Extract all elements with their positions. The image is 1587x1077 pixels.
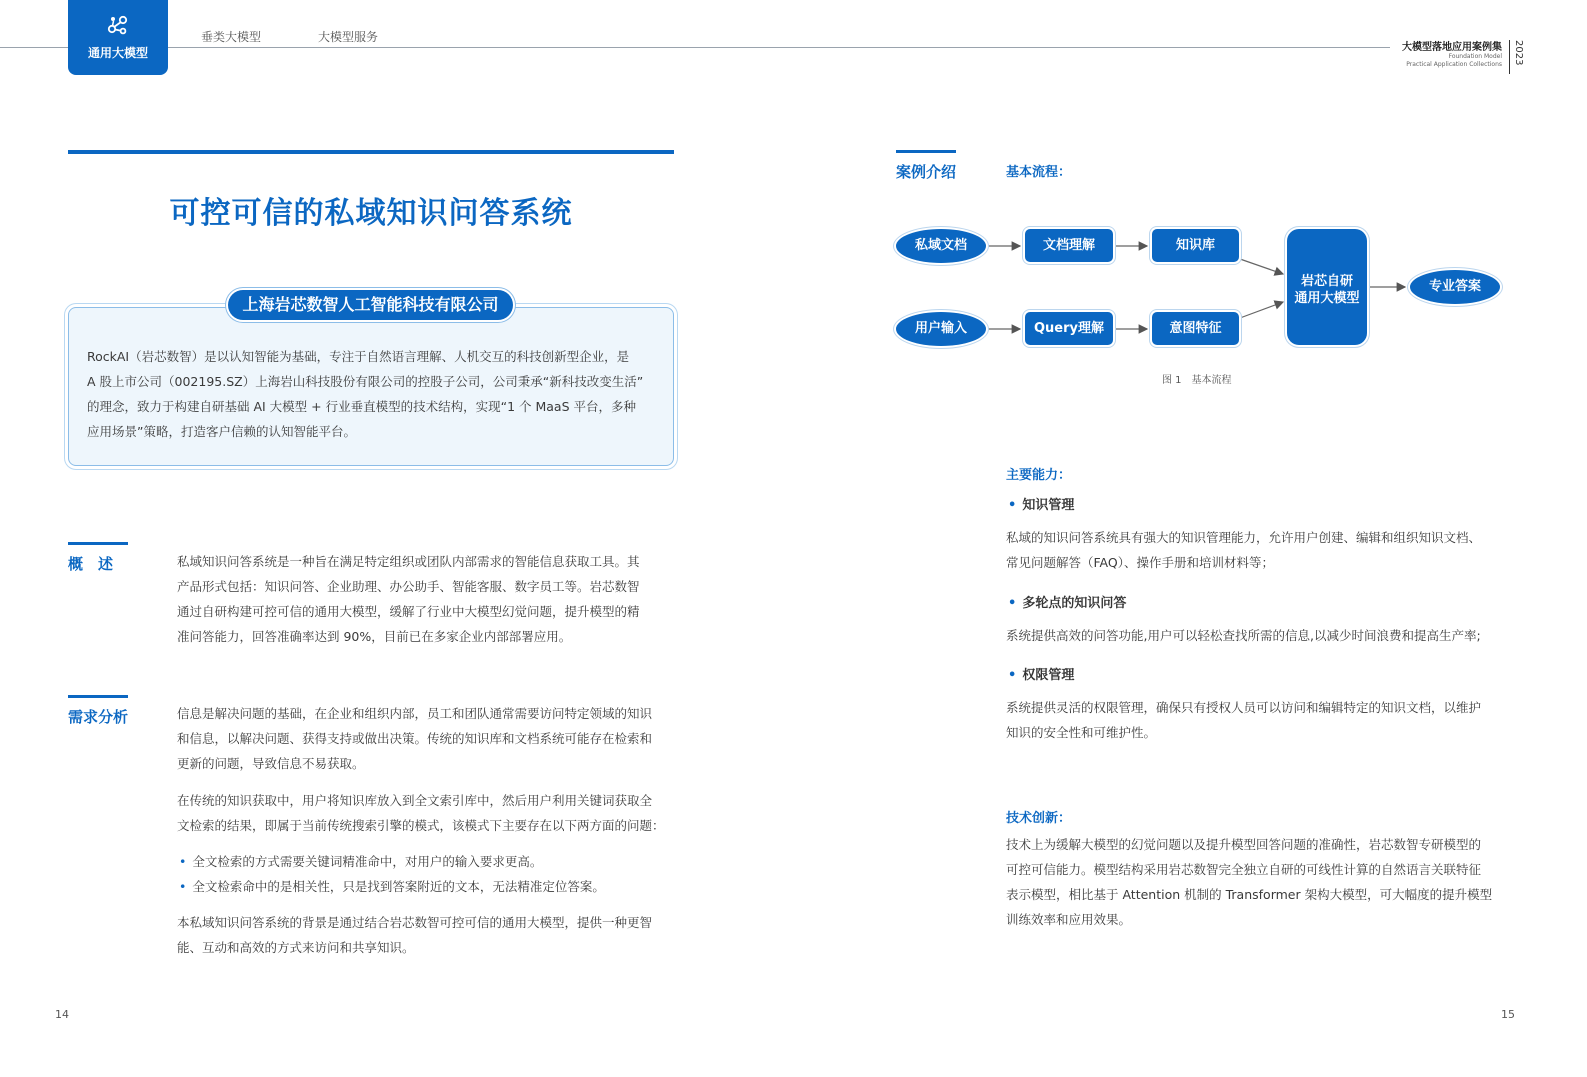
node-doc-understanding: 文档理解 (1025, 229, 1113, 262)
tab-model-service[interactable]: 大模型服务 (318, 30, 379, 44)
tab-general-model-label: 通用大模型 (87, 46, 148, 60)
node-general-model-line1: 岩芯自研 (1300, 274, 1353, 289)
figure-caption: 图 1 基本流程 (1162, 375, 1232, 386)
capability-item (1008, 664, 1074, 683)
needs-line: 更新的问题，导致信息不易获取。 (177, 756, 365, 771)
page-number-left: 14 (55, 1008, 69, 1021)
capability-line: 知识的安全性和可维护性。 (1006, 725, 1157, 740)
tech-line: 技术上为缓解大模型的幻觉问题以及提升模型回答问题的准确性，岩芯数智专研模型的 (1006, 837, 1482, 852)
needs-bullet-text: 全文检索的方式需要关键词精准命中，对用户的输入要求更高。 (192, 854, 543, 869)
needs-line: 信息是解决问题的基础，在企业和组织内部，员工和团队通常需要访问特定领域的知识 (177, 706, 653, 721)
needs-line: 在传统的知识获取中，用户将知识库放入到全文索引库中，然后用户利用关键词获取全 (177, 793, 653, 808)
capabilities-title: 主要能力： (1006, 468, 1072, 483)
capability-line: 常见问题解答（FAQ）、操作手册和培训材料等； (1006, 555, 1274, 570)
page-number-right: 15 (1501, 1008, 1515, 1021)
flow-title: 基本流程： (1006, 165, 1072, 180)
company-desc-line: A 股上市公司（002195.SZ）上海岩山科技股份有限公司的控股子公司，公司秉承“新科技改变生活” (87, 374, 644, 389)
node-knowledge-base: 知识库 (1152, 229, 1239, 262)
tech-text (1006, 832, 1516, 932)
bullet-dot-icon: • (1008, 668, 1017, 683)
needs-heading: 需求分析 (68, 708, 129, 726)
capability-item (1008, 592, 1126, 611)
capability-title: 多轮点的知识问答 (1022, 596, 1127, 611)
capability-text (1006, 623, 1526, 648)
node-general-model (1287, 229, 1367, 345)
overview-line: 准问答能力，回答准确率达到 90%，目前已在多家企业内部部署应用。 (177, 629, 572, 644)
node-query-understanding: Query理解 (1025, 312, 1113, 345)
brand-year: 2023 (1513, 40, 1524, 66)
tab-vertical-model[interactable]: 垂类大模型 (201, 30, 262, 44)
capability-text (1006, 525, 1516, 575)
arrow-intent-to-model (1240, 302, 1283, 318)
page-title: 可控可信的私域知识问答系统 (169, 196, 573, 231)
needs-line: 文检索的结果，即属于当前传统搜索引擎的模式，该模式下主要存在以下两方面的问题： (177, 818, 665, 833)
node-intent-features: 意图特征 (1152, 312, 1239, 345)
bullet-dot-icon: • (179, 854, 187, 869)
needs-line: 本私域知识问答系统的背景是通过结合岩芯数智可控可信的通用大模型，提供一种更智 (177, 915, 653, 930)
overview-heading: 概 述 (68, 555, 114, 573)
bullet-dot-icon: • (1008, 498, 1017, 513)
needs-line: 和信息，以解决问题、获得支持或做出决策。传统的知识库和文档系统可能存在检索和 (177, 731, 653, 746)
capability-title: 知识管理 (1022, 498, 1075, 513)
overview-line: 产品形式包括：知识问答、企业助理、办公助手、智能客服、数字员工等。岩芯数智 (177, 579, 640, 594)
capability-title: 权限管理 (1022, 668, 1075, 683)
overview-line: 私域知识问答系统是一种旨在满足特定组织或团队内部需求的智能信息获取工具。其 (177, 554, 640, 569)
brand-title-en-1: Foundation Model (1448, 53, 1502, 60)
company-desc-line: 的理念，致力于构建自研基础 AI 大模型 + 行业垂直模型的技术结构，实现“1 个 MaaS 平台，多种 (87, 399, 636, 414)
capability-line: 私域的知识问答系统具有强大的知识管理能力，允许用户创建、编辑和组织知识文档、 (1006, 530, 1482, 545)
node-general-model-line2: 通用大模型 (1294, 291, 1360, 306)
bullet-dot-icon: • (179, 879, 187, 894)
bullet-dot-icon: • (1008, 596, 1017, 611)
tech-line: 表示模型，相比基于 Attention 机制的 Transformer 架构大模型，可大幅度的提升模型 (1006, 887, 1493, 902)
brand-title-cn: 大模型落地应用案例集 (1402, 42, 1502, 53)
company-desc-line: 应用场景”策略，打造客户信赖的认知智能平台。 (87, 424, 356, 439)
overview-line: 通过自研构建可控可信的通用大模型，缓解了行业中大模型幻觉问题，提升模型的精 (177, 604, 640, 619)
tech-line: 训练效率和应用效果。 (1006, 912, 1132, 927)
needs-bullet-text: 全文检索命中的是相关性，只是找到答案附近的文本，无法精准定位答案。 (192, 879, 605, 894)
node-expert-answer: 专业答案 (1410, 270, 1500, 304)
case-heading: 案例介绍 (896, 163, 957, 181)
tech-line: 可控可信能力。模型结构采用岩芯数智完全独立自研的可线性计算的自然语言关联特征 (1006, 862, 1482, 877)
capability-line: 系统提供高效的问答功能,用户可以轻松查找所需的信息,以减少时间浪费和提高生产率; (1006, 628, 1481, 643)
company-name-badge: 上海岩芯数智人工智能科技有限公司 (228, 290, 513, 320)
capability-text (1006, 695, 1516, 745)
arrow-kb-to-model (1240, 259, 1283, 274)
tech-title: 技术创新： (1006, 811, 1072, 826)
needs-line: 能、互动和高效的方式来访问和共享知识。 (177, 940, 415, 955)
node-private-doc: 私域文档 (896, 229, 986, 263)
capability-line: 系统提供灵活的权限管理，确保只有授权人员可以访问和编辑特定的知识文档，以维护 (1006, 700, 1482, 715)
node-user-input: 用户输入 (896, 312, 986, 346)
company-desc-line: RockAI（岩芯数智）是以认知智能为基础，专注于自然语言理解、人机交互的科技创新型企业，是 (87, 349, 630, 364)
brand-title-en-2: Practical Application Collections (1406, 61, 1502, 68)
capability-item (1008, 494, 1074, 513)
